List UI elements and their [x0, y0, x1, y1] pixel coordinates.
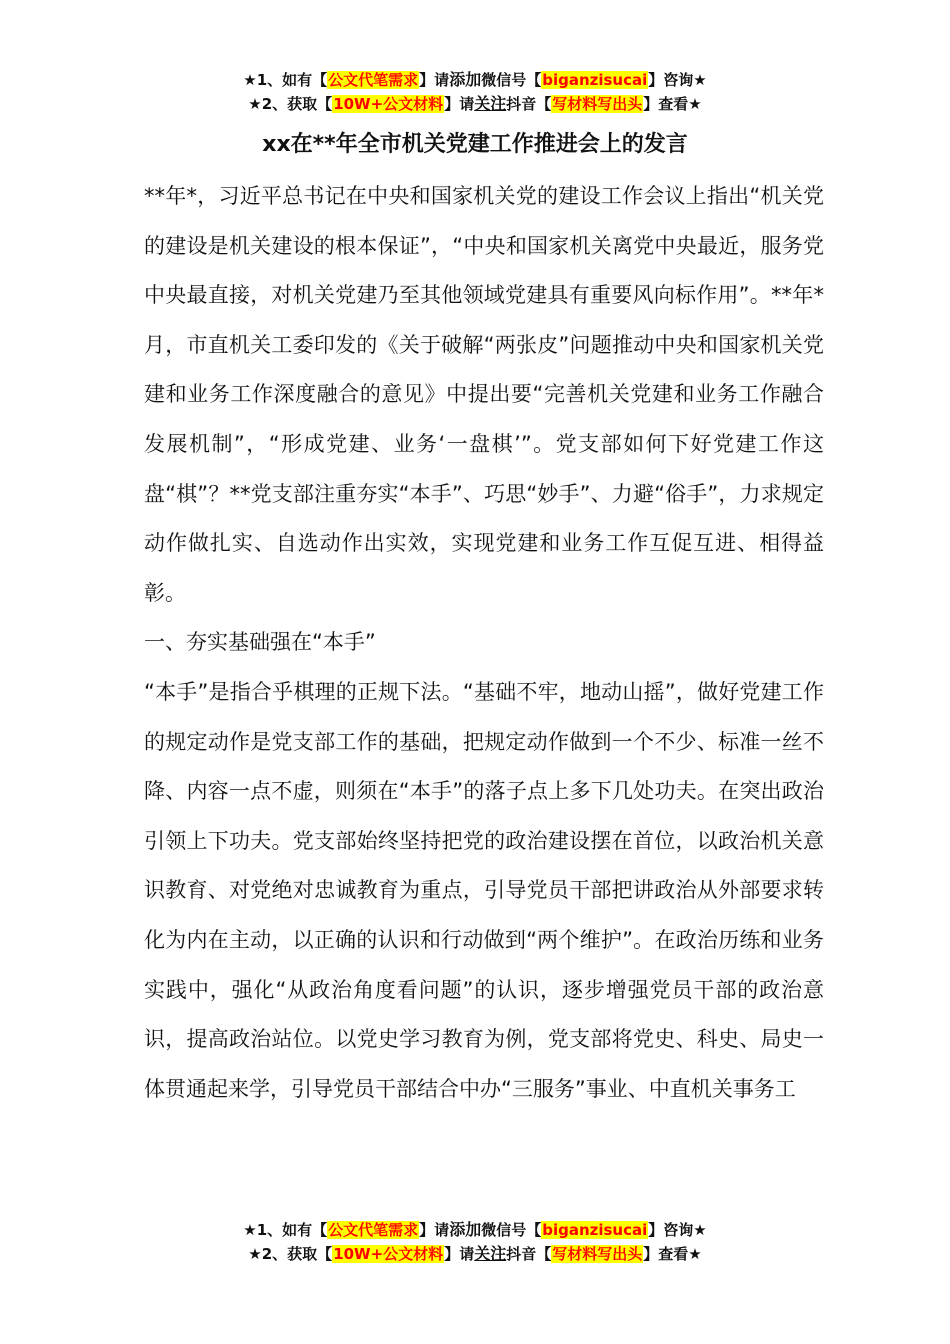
promo-text: 抖音【	[506, 1245, 552, 1263]
promo-emphasis: 关注	[474, 94, 507, 113]
promo-text: 】咨询★	[648, 1221, 707, 1239]
promo-emphasis: 关注	[474, 1244, 507, 1263]
body-paragraph: **年*，习近平总书记在中央和国家机关党的建设工作会议上指出“机关党的建设是机关建设的根本保证”，“中央和国家机关离党中央最近，服务党中央最直接，对机关党建乃至其他领域党建具有重要风向标作用”。**年*月，市直机关工委印发的《关于破解“两张皮”问题推动中央和国家机关党建和业务工作深度融合的意见》中提出要“完善机关党建和业务工作融合发展机制”，“形成党建、业务‘一盘棋’”。党支部如何下好党建工作这盘“棋”？**党支部注重夯实“本手”、巧思“妙手”、力避“俗手”，力求规定动作做扎实、自选动作出实效，实现党建和业务工作互促互进、相得益彰。	[144, 184, 824, 605]
promo-text: ★1、如有【	[243, 71, 328, 89]
promo-text: 微信号【	[481, 1221, 542, 1239]
promo-text: 】请	[419, 1221, 450, 1239]
promo-text: 】查看★	[643, 1245, 702, 1263]
promo-highlight: 10W+公文材料	[333, 1245, 444, 1263]
promo-text: ★2、获取【	[248, 95, 333, 113]
promo-text: 微信号【	[481, 71, 542, 89]
section-heading: 一、夯实基础强在“本手”	[144, 630, 376, 655]
promo-highlight: biganzisucai	[542, 1221, 648, 1239]
body-paragraph: “本手”是指合乎棋理的正规下法。“基础不牢，地动山摇”，做好党建工作的规定动作是党支部工作的基础，把规定动作做到一个不少、标准一丝不降、内容一点不虚，则须在“本手”的落子点上多下几处功夫。在突出政治引领上下功夫。党支部始终坚持把党的政治建设摆在首位，以政治机关意识教育、对党绝对忠诚教育为重点，引导党员干部把讲政治从外部要求转化为内在主动，以正确的认识和行动做到“两个维护”。在政治历练和业务实践中，强化“从政治角度看问题”的认识，逐步增强党员干部的政治意识，提高政治站位。以党史学习教育为例，党支部将党史、科史、局史一体贯通起来学，引导党员干部结合中办“三服务”事业、中直机关事务工	[144, 679, 824, 1101]
promo-text: 抖音【	[506, 95, 552, 113]
promo-highlight: 写材料写出头	[552, 1245, 643, 1263]
promo-line-2	[0, 92, 950, 116]
promo-highlight: 公文代笔需求	[328, 71, 419, 89]
promo-highlight: 写材料写出头	[552, 95, 643, 113]
promo-text: ★1、如有【	[243, 1221, 328, 1239]
promo-line-1	[0, 1218, 950, 1242]
promo-text: ★2、获取【	[248, 1245, 333, 1263]
promo-highlight: 10W+公文材料	[333, 95, 444, 113]
bottom-promo-banner	[0, 1218, 950, 1266]
promo-emphasis: 添加	[449, 1220, 482, 1239]
promo-highlight: biganzisucai	[542, 71, 648, 89]
promo-text: 】请	[419, 71, 450, 89]
promo-text: 】咨询★	[648, 71, 707, 89]
promo-line-1	[0, 68, 950, 92]
promo-text: 】请	[444, 95, 475, 113]
top-promo-banner	[0, 68, 950, 116]
promo-text: 】查看★	[643, 95, 702, 113]
promo-highlight: 公文代笔需求	[328, 1221, 419, 1239]
promo-text: 】请	[444, 1245, 475, 1263]
document-body	[144, 172, 824, 1114]
promo-emphasis: 添加	[449, 70, 482, 89]
document-title: xx在**年全市机关党建工作推进会上的发言	[262, 132, 688, 157]
promo-line-2	[0, 1242, 950, 1266]
